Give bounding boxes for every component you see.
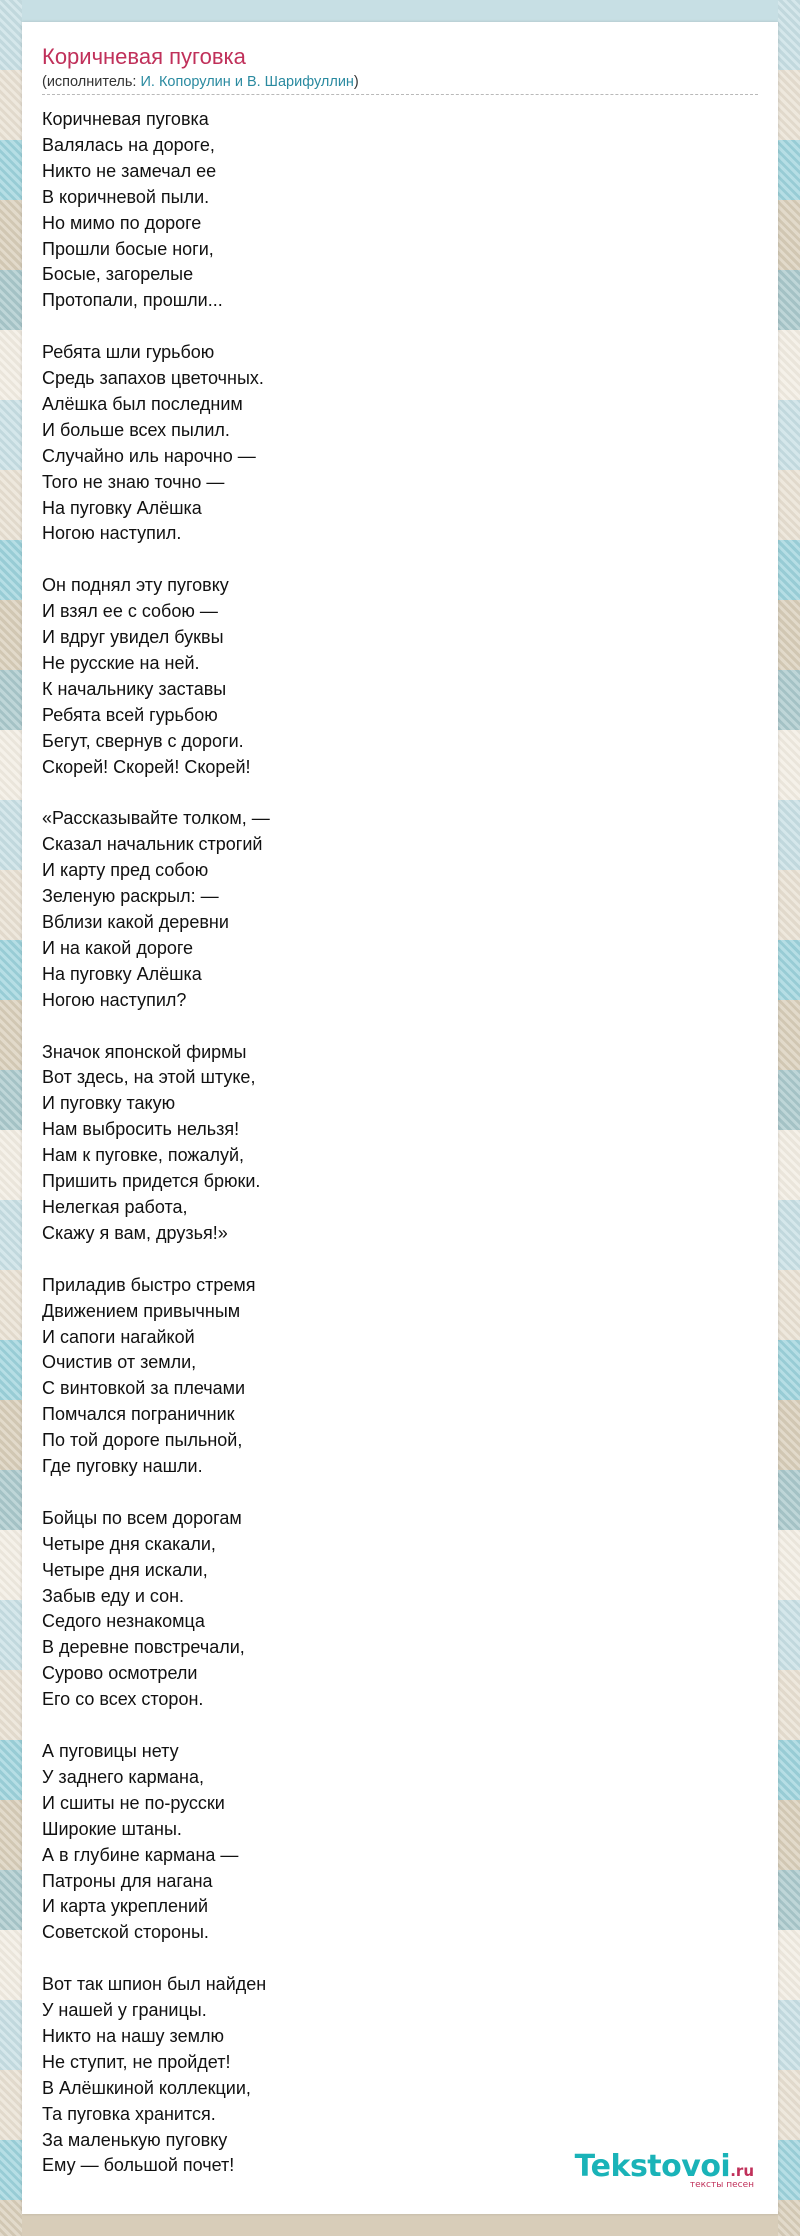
lyric-line: Не ступит, не пройдет! [42, 2051, 231, 2072]
lyric-line: Бойцы по всем дорогам [42, 1507, 242, 1528]
lyric-line: Приладив быстро стремя [42, 1274, 256, 1295]
lyric-line: Четыре дня искали, [42, 1559, 208, 1580]
lyric-line: Ребята всей гурьбою [42, 704, 218, 725]
stanza [42, 573, 758, 780]
site-logo[interactable] [575, 2149, 754, 2190]
lyric-line: Протопали, прошли... [42, 290, 223, 311]
performer-line [42, 74, 758, 95]
lyric-line: А пуговицы нету [42, 1740, 179, 1761]
lyric-line: И больше всех пылил. [42, 419, 230, 440]
logo-text: Tekstovoi [574, 2149, 731, 2184]
stanza [42, 340, 758, 547]
lyric-line: Скорей! Скорей! Скорей! [42, 756, 251, 777]
lyric-line: Вот здесь, на этой штуке, [42, 1067, 256, 1088]
lyric-line: По той дороге пыльной, [42, 1430, 243, 1451]
lyric-line: Пришить придется брюки. [42, 1171, 261, 1192]
lyric-line: Нелегкая работа, [42, 1197, 188, 1217]
song-title: Коричневая пуговка [42, 44, 246, 69]
lyric-line: Четыре дня скакали, [42, 1533, 216, 1554]
lyric-line: Патроны для нагана [42, 1870, 213, 1891]
lyric-line: А в глубине кармана — [42, 1844, 239, 1865]
lyric-line: Значок японской фирмы [42, 1041, 247, 1062]
lyric-line: Вблизи какой деревни [42, 912, 229, 933]
lyric-line: Та пуговка хранится. [42, 2103, 216, 2124]
lyric-line: Валялась на дороге, [42, 134, 215, 155]
lyric-line: Коричневая пуговка [42, 109, 209, 129]
stanza [42, 1506, 758, 1713]
lyric-line: Ребята шли гурьбою [42, 342, 215, 363]
performer-suffix: ) [353, 74, 359, 90]
lyric-line: Его со всех сторон. [42, 1689, 204, 1710]
lyrics-body [42, 107, 758, 2179]
stanza [42, 1273, 758, 1480]
lyric-line: Прошли босые ноги, [42, 238, 214, 259]
lyric-line: Очистив от земли, [42, 1352, 197, 1373]
lyric-line: Никто не замечал ее [42, 160, 217, 181]
lyric-line: И на какой дороге [42, 937, 194, 958]
lyric-line: Широкие штаны. [42, 1818, 182, 1839]
lyric-line: Помчался пограничник [42, 1404, 235, 1425]
lyric-line: Сказал начальник строгий [42, 834, 263, 855]
lyric-line: Ему — большой почет! [42, 2155, 235, 2176]
lyric-line: У заднего кармана, [42, 1766, 204, 1787]
lyric-line: Того не знаю точно — [42, 471, 225, 492]
lyric-line: В деревне повстречали, [42, 1637, 245, 1658]
lyric-line: Ногою наступил. [42, 523, 182, 544]
lyrics-card [22, 22, 778, 2214]
lyric-line: С винтовкой за плечами [42, 1378, 246, 1399]
lyric-line: Забыв еду и сон. [42, 1585, 185, 1606]
lyric-line: Нам к пуговке, пожалуй, [42, 1145, 245, 1166]
lyric-line: Но мимо по дороге [42, 212, 202, 233]
lyric-line: К начальнику заставы [42, 678, 227, 699]
stanza [42, 806, 758, 1013]
logo-tld: .ru [730, 2162, 754, 2180]
lyric-line: Советской стороны. [42, 1922, 209, 1943]
background-stripe-right [778, 0, 800, 2236]
logo-tagline: тексты песен [689, 2180, 754, 2190]
lyric-line: Бегут, свернув с дороги. [42, 730, 244, 751]
lyric-line: И взял ее с собою — [42, 601, 218, 622]
lyric-line: У нашей у границы. [42, 2000, 207, 2021]
lyric-line: Седого незнакомца [42, 1611, 205, 1632]
stanza [42, 107, 758, 314]
lyric-line: Скажу я вам, друзья!» [42, 1222, 228, 1243]
lyric-line: Алёшка был последним [42, 393, 243, 414]
lyric-line: На пуговку Алёшка [42, 963, 202, 984]
stanza [42, 1040, 758, 1247]
lyric-line: Средь запахов цветочных. [42, 368, 264, 389]
performer-prefix: (исполнитель: [42, 74, 141, 90]
stanza [42, 1739, 758, 1946]
lyric-line: Движением привычным [42, 1300, 241, 1321]
lyric-line: И сапоги нагайкой [42, 1326, 195, 1347]
background-stripe-left [0, 0, 22, 2236]
lyric-line: Не русские на ней. [42, 653, 200, 673]
lyric-line: Никто на нашу землю [42, 2025, 224, 2046]
lyric-line: И карту пред собою [42, 860, 209, 881]
lyric-line: Босые, загорелые [42, 264, 194, 285]
lyric-line: На пуговку Алёшка [42, 497, 202, 518]
lyric-line: И вдруг увидел буквы [42, 627, 224, 648]
lyric-line: Где пуговку нашли. [42, 1456, 203, 1477]
lyric-line: В коричневой пыли. [42, 186, 210, 207]
performer-link[interactable]: И. Копорулин и В. Шарифуллин [140, 74, 354, 90]
lyric-line: Он поднял эту пуговку [42, 575, 229, 596]
lyric-line: Вот так шпион был найден [42, 1974, 267, 1995]
lyric-line: В Алёшкиной коллекции, [42, 2077, 251, 2098]
lyric-line: И пуговку такую [42, 1093, 176, 1114]
lyric-line: Ногою наступил? [42, 989, 187, 1010]
lyric-line: Случайно иль нарочно — [42, 445, 256, 466]
lyric-line: «Рассказывайте толком, — [42, 808, 270, 829]
lyric-line: Сурово осмотрели [42, 1663, 198, 1684]
lyric-line: Зеленую раскрыл: — [42, 886, 219, 907]
lyric-line: Нам выбросить нельзя! [42, 1119, 240, 1140]
lyric-line: И сшиты не по-русски [42, 1792, 225, 1813]
lyric-line: За маленькую пуговку [42, 2129, 228, 2150]
lyric-line: И карта укреплений [42, 1896, 209, 1917]
